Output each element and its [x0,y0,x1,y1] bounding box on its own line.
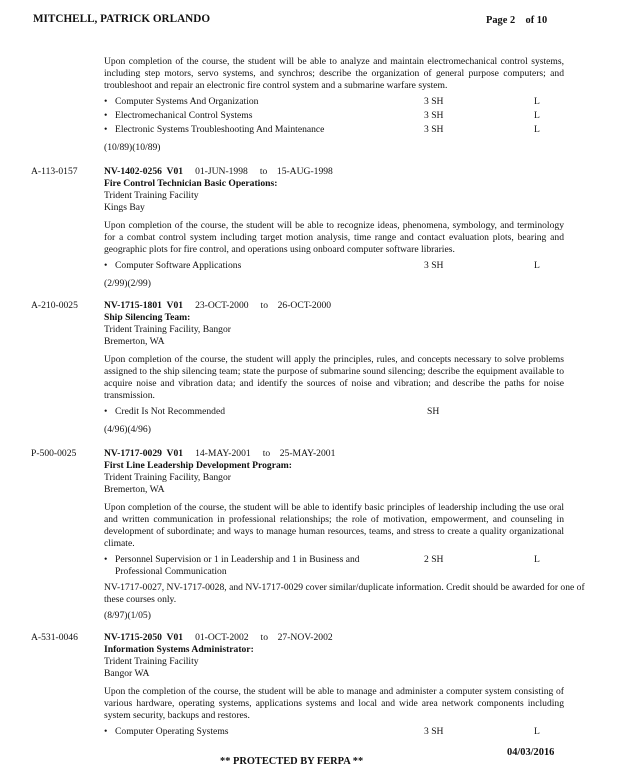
credit-hours: 3 SH [424,96,444,107]
bullet-icon: • [104,124,108,135]
to-label: to [259,166,268,177]
print-date: 04/03/2016 [507,747,555,758]
start-date: 14-MAY-2001 [195,448,251,459]
credit-level: L [534,260,540,271]
to-label: to [262,448,271,459]
credit-row [104,726,564,740]
course-description: Upon completion of the course, the student will be able to recognize ideas, phenomena, symbology, and terminology for a combat control system including target motion analysis, time range and contact evaluation plots, bearing and geographic plots for fire control, and operations using onboard computer software libraries. [104,220,564,255]
to-label: to [260,632,269,643]
start-date: 23-OCT-2000 [195,300,249,311]
credit-row [104,124,564,138]
credit-name: Electronic Systems Troubleshooting And Maintenance [115,124,325,135]
credit-row [104,406,564,420]
credit-row [104,110,564,124]
course-location: Trident Training Facility, Bangor [104,472,231,483]
course-header-line [104,632,564,644]
course-dates: (4/96)(4/96) [104,424,151,435]
course-title: Ship Silencing Team: [104,312,191,323]
bullet-icon: • [104,260,108,271]
ferpa-notice: ** PROTECTED BY FERPA ** [220,756,364,767]
course-id: NV-1402-0256 V01 [104,166,184,177]
course-id: NV-1715-1801 V01 [104,300,184,311]
course-location: Trident Training Facility, Bangor [104,324,231,335]
course-id: NV-1717-0029 V01 [104,448,184,459]
course-title: Fire Control Technician Basic Operations: [104,178,278,189]
credit-name: Personnel Supervision or 1 in Leadership and 1 in Business and Professional Communication [115,554,360,577]
bullet-icon: • [104,406,108,417]
credit-hours: 3 SH [424,726,444,737]
course-location: Trident Training Facility [104,190,199,201]
course-code: A-113-0157 [31,166,78,177]
course-header-line [104,300,564,312]
credit-hours: 3 SH [424,110,444,121]
course-code: A-531-0046 [31,632,78,643]
credit-row [104,554,564,580]
start-date: 01-JUN-1998 [195,166,248,177]
course-description: Upon the completion of the course, the student will be able to manage and administer a computer system consisting of various hardware, operating systems, applications systems and local and wide area network components including system security, backups and restores. [104,686,564,721]
bullet-icon: • [104,554,108,565]
credit-row [104,260,564,274]
course-code: A-210-0025 [31,300,78,311]
course-location-city: Kings Bay [104,202,145,213]
credit-level: L [534,110,540,121]
end-date: 26-OCT-2000 [277,300,332,311]
course-header-line [104,448,564,460]
credit-hours: 3 SH [424,124,444,135]
credit-hours: 3 SH [424,260,444,271]
course-description: Upon completion of the course, the student will be able to identify basic principles of leadership including the use oral and written communication in professional relationships; the role of motivation, empowerment, and counseling in development of subordinate; and ways to manage human resources, teams, and stress to create a quality organizational climate. [104,502,564,549]
course-code: P-500-0025 [31,448,77,459]
credit-level: L [534,726,540,737]
course-location-city: Bremerton, WA [104,336,165,347]
credit-name: Computer Software Applications [115,260,242,271]
start-date: 01-OCT-2002 [195,632,249,643]
credit-name: Credit Is Not Recommended [115,406,226,417]
bullet-icon: • [104,110,108,121]
course-id: NV-1715-2050 V01 [104,632,184,643]
credit-row [104,96,564,110]
credit-name: Computer Operating Systems [115,726,229,737]
student-name: MITCHELL, PATRICK ORLANDO [33,13,211,25]
bullet-icon: • [104,726,108,737]
course-dates: (10/89)(10/89) [104,142,161,153]
course-location-city: Bremerton, WA [104,484,165,495]
credit-level: L [534,124,540,135]
credit-level: L [534,554,540,565]
course-location-city: Bangor WA [104,668,150,679]
credit-hours: SH [427,406,440,417]
credit-name: Electromechanical Control Systems [115,110,253,121]
course-note: NV-1717-0027, NV-1717-0028, and NV-1717-0029 cover similar/duplicate information. Credit should be awarded for one of these courses only. [104,582,585,605]
bullet-icon: • [104,96,108,107]
course-description: Upon completion of the course, the student will be able to analyze and maintain electromechanical control systems, including step motors, servo systems, and synchros; describe the organization of general purpose computers; and troubleshoot and repair an electronic fire control system and a submarine warfare system. [104,56,564,91]
to-label: to [260,300,269,311]
course-header-line [104,166,564,178]
end-date: 15-AUG-1998 [276,166,333,177]
credit-hours: 2 SH [424,554,444,565]
course-description: Upon completion of the course, the student will apply the principles, rules, and concepts necessary to solve problems assigned to the ship silencing team; state the purpose of submarine sound silencing; describe the equipment available to acquire noise and vibration data; and identify the sources of noise and vibration; and describe the paths for noise transmission. [104,354,564,401]
course-location: Trident Training Facility [104,656,199,667]
course-title: First Line Leadership Development Program: [104,460,292,471]
course-title: Information Systems Administrator: [104,644,254,655]
course-dates: (8/97)(1/05) [104,610,151,621]
course-dates: (2/99)(2/99) [104,278,151,289]
end-date: 27-NOV-2002 [277,632,333,643]
credit-name: Computer Systems And Organization [115,96,259,107]
page-number: Page 2 of 10 [486,15,548,26]
credit-level: L [534,96,540,107]
end-date: 25-MAY-2001 [279,448,336,459]
